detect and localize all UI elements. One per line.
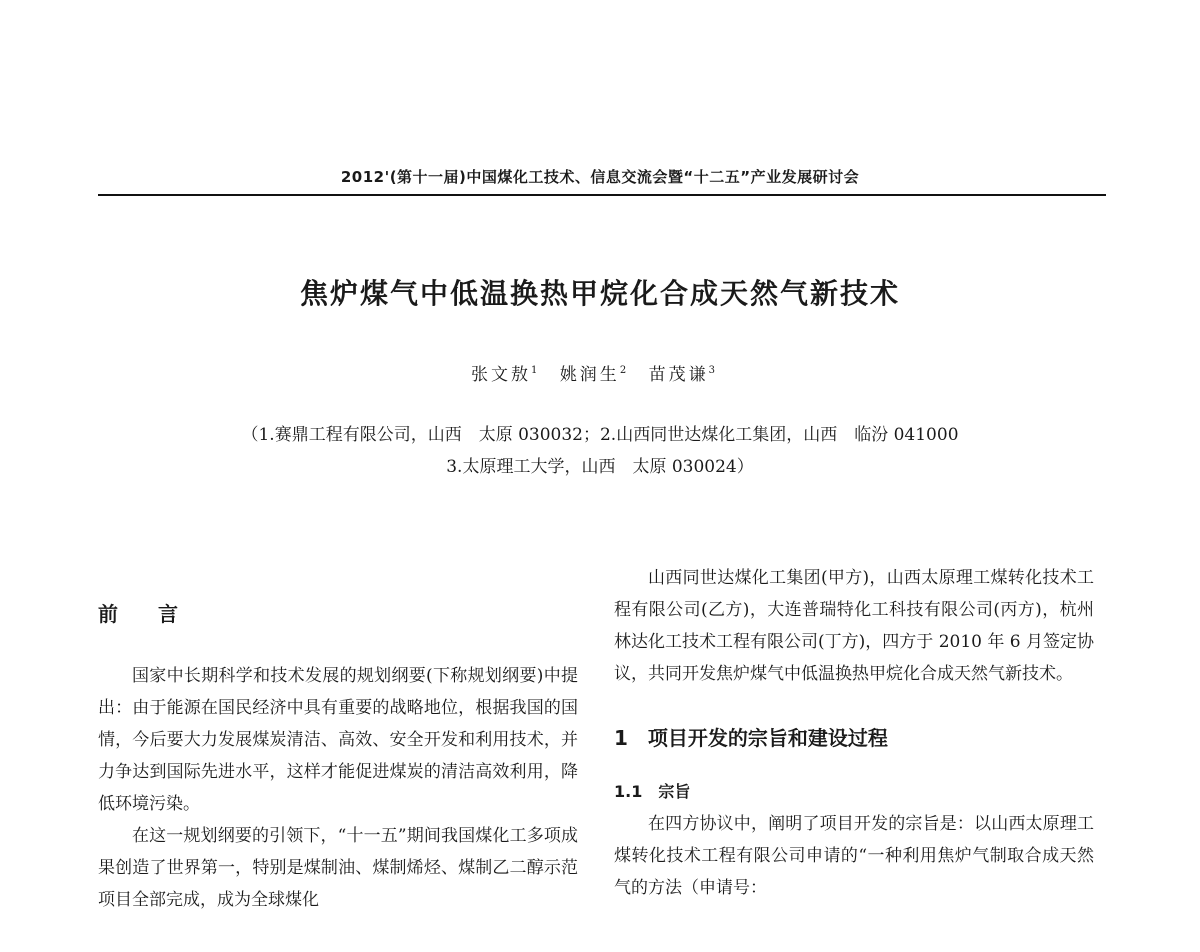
paragraph: 在这一规划纲要的引领下，“十一五”期间我国煤化工多项成果创造了世界第一，特别是煤制油、煤制烯烃、煤制乙二醇示范项目全部完成，成为全球煤化 xyxy=(98,826,578,910)
section-heading-preface: 前 言 xyxy=(98,602,178,626)
paragraph: 在四方协议中，阐明了项目开发的宗旨是：以山西太原理工煤转化技术工程有限公司申请的“一种利用焦炉气制取合成天然气的方法（申请号： xyxy=(614,814,1094,898)
paper-title: 焦炉煤气中低温换热甲烷化合成天然气新技术 xyxy=(299,277,900,310)
paragraph: 国家中长期科学和技术发展的规划纲要(下称规划纲要)中提出：由于能源在国民经济中具有重要的战略地位，根据我国的国情，今后要大力发展煤炭清洁、高效、安全开发和利用技术，并力争达到国际先进水平，这样才能促进煤炭的清洁高效利用，降低环境污染。 xyxy=(98,666,578,814)
author-name: 姚润生 xyxy=(559,365,620,385)
author-list xyxy=(0,360,1200,385)
author-name: 张文敖 xyxy=(471,365,532,385)
subsection-heading-1-1: 1.1 宗旨 xyxy=(614,782,691,801)
running-head: 2012'(第十一届)中国煤化工技术、信息交流会暨“十二五”产业发展研讨会 xyxy=(340,168,860,186)
author-name: 苗茂谦 xyxy=(648,365,709,385)
author-affil-mark: 2 xyxy=(619,365,627,377)
author-affil-mark: 1 xyxy=(531,365,538,377)
right-column xyxy=(614,562,1094,904)
section-heading-1: 1 项目开发的宗旨和建设过程 xyxy=(614,726,888,750)
affiliation-line-1: （1.赛鼎工程有限公司，山西 太原 030032；2.山西同世达煤化工集团，山西 临汾 041000 xyxy=(241,425,959,445)
header-rule xyxy=(98,194,1106,196)
affiliation-line-2: 3.太原理工大学，山西 太原 030024） xyxy=(446,457,754,477)
author-affil-mark: 3 xyxy=(708,365,715,377)
left-column xyxy=(98,598,578,916)
paragraph: 山西同世达煤化工集团(甲方)，山西太原理工煤转化技术工程有限公司(乙方)，大连普瑞特化工科技有限公司(丙方)，杭州林达化工技术工程有限公司(丁方)，四方于 2010 年 6 月签定协议，共同开发焦炉煤气中低温换热甲烷化合成天然气新技术。 xyxy=(614,568,1094,684)
